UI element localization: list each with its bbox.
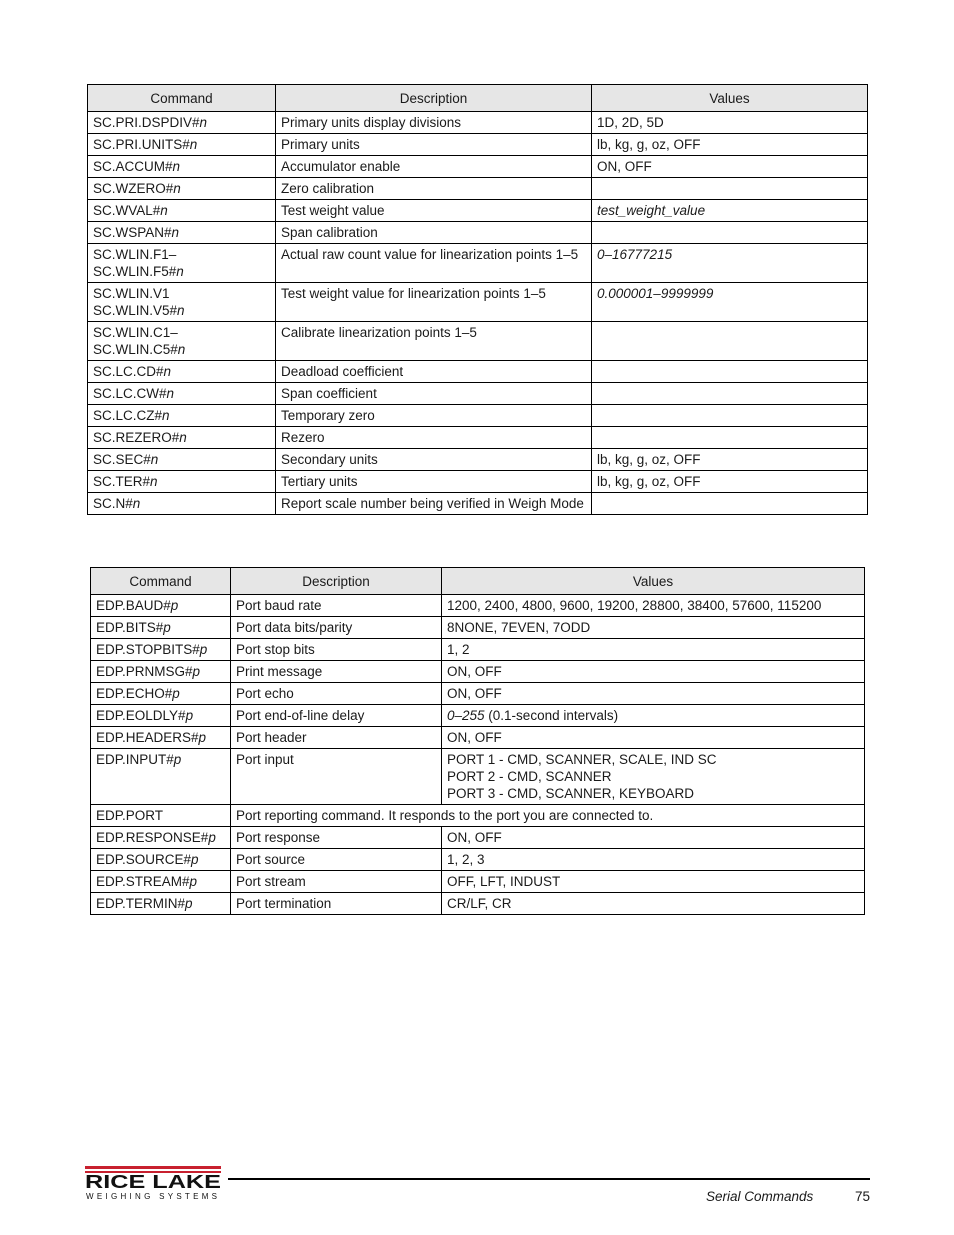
description-cell: Port end-of-line delay <box>231 705 442 727</box>
values-italic-part: 0–255 <box>447 708 485 723</box>
command-name: SC.PRI.UNITS# <box>93 137 190 152</box>
command-name: SC.LC.CW# <box>93 386 167 401</box>
description-cell: Print message <box>231 661 442 683</box>
logo-subtext: WEIGHING SYSTEMS <box>86 1192 219 1201</box>
command-name: SC.WVAL# <box>93 203 161 218</box>
values-cell <box>442 749 865 805</box>
values-cell: test_weight_value <box>592 200 868 222</box>
table-row <box>88 383 868 405</box>
command-suffix: n <box>172 159 181 174</box>
command-name: SC.REZERO# <box>93 430 180 445</box>
description-cell: Calibrate linearization points 1–5 <box>276 322 592 361</box>
values-cell: lb, kg, g, oz, OFF <box>592 471 868 493</box>
command-name: SC.WLIN.C5# <box>93 342 178 357</box>
command-suffix: n <box>171 225 180 240</box>
table-row <box>88 427 868 449</box>
values-cell <box>592 222 868 244</box>
description-cell: Accumulator enable <box>276 156 592 178</box>
command-cell <box>91 849 231 871</box>
command-suffix: n <box>177 303 185 318</box>
table-row <box>88 471 868 493</box>
values-cell: 0–16777215 <box>592 244 868 283</box>
command-name: EDP.HEADERS# <box>96 730 199 745</box>
description-cell: Report scale number being verified in Weigh Mode <box>276 493 592 515</box>
values-cell <box>442 727 865 749</box>
values-cell <box>442 639 865 661</box>
description-cell: Port baud rate <box>231 595 442 617</box>
column-header-command: Command <box>88 85 276 112</box>
command-suffix: n <box>160 203 168 218</box>
command-name: SC.WLIN.V5# <box>93 303 178 318</box>
values-cell: ON, OFF <box>592 156 868 178</box>
description-cell: Port header <box>231 727 442 749</box>
values-cell <box>442 683 865 705</box>
command-cell <box>88 493 276 515</box>
values-cell: lb, kg, g, oz, OFF <box>592 449 868 471</box>
command-suffix: p <box>170 598 179 613</box>
command-name: SC.WLIN.F5# <box>93 264 177 279</box>
values-cell <box>592 383 868 405</box>
command-name: EDP.BITS# <box>96 620 164 635</box>
command-name: EDP.TERMIN# <box>96 896 186 911</box>
table-row <box>88 200 868 222</box>
values-cell <box>442 893 865 915</box>
command-suffix: p <box>192 664 201 679</box>
command-cell <box>88 134 276 156</box>
table-row <box>88 449 868 471</box>
table-row <box>88 178 868 200</box>
port-commands-table <box>90 567 865 915</box>
table-row <box>88 244 868 283</box>
command-name: SC.ACCUM# <box>93 159 173 174</box>
description-cell: Secondary units <box>276 449 592 471</box>
column-header-command: Command <box>91 568 231 595</box>
description-cell: Port echo <box>231 683 442 705</box>
command-cell <box>91 661 231 683</box>
values-cell: 1D, 2D, 5D <box>592 112 868 134</box>
command-cell <box>91 639 231 661</box>
description-cell: Test weight value for linearization points 1–5 <box>276 283 592 322</box>
values-cell <box>442 827 865 849</box>
values-cell: 0.000001–9999999 <box>592 283 868 322</box>
values-text: (0.1-second intervals) <box>484 708 619 723</box>
table-header-row <box>88 85 868 112</box>
command-cell <box>91 827 231 849</box>
command-name: EDP.PRNMSG# <box>96 664 193 679</box>
table-row <box>91 595 865 617</box>
values-text: CR/LF, CR <box>447 896 512 911</box>
table-row <box>91 893 865 915</box>
command-cell <box>88 112 276 134</box>
command-name: EDP.PORT <box>96 808 164 823</box>
values-cell <box>592 427 868 449</box>
command-name: EDP.BAUD# <box>96 598 171 613</box>
command-suffix: n <box>177 342 186 357</box>
column-header-description: Description <box>231 568 442 595</box>
command-name: SC.PRI.DSPDIV# <box>93 115 200 130</box>
values-line: PORT 1 - CMD, SCANNER, SCALE, IND SC <box>447 752 717 767</box>
command-name: EDP.STREAM# <box>96 874 190 889</box>
command-name: SC.LC.CD# <box>93 364 164 379</box>
command-suffix: p <box>199 642 208 657</box>
command-suffix: p <box>185 708 194 723</box>
values-text: ON, OFF <box>447 664 502 679</box>
command-suffix: p <box>163 620 171 635</box>
description-cell: Port response <box>231 827 442 849</box>
command-suffix: n <box>150 474 158 489</box>
table-row <box>88 322 868 361</box>
command-cell <box>88 449 276 471</box>
description-cell: Rezero <box>276 427 592 449</box>
command-name: EDP.SOURCE# <box>96 852 192 867</box>
command-name: EDP.INPUT# <box>96 752 174 767</box>
table-row <box>91 805 865 827</box>
command-cell <box>88 383 276 405</box>
values-text: OFF, LFT, INDUST <box>447 874 561 889</box>
command-line-1: SC.WLIN.V1 <box>93 286 170 301</box>
column-header-values: Values <box>442 568 865 595</box>
values-cell <box>442 705 865 727</box>
logo-text: RICE LAKE <box>85 1172 221 1192</box>
description-cell: Primary units <box>276 134 592 156</box>
values-cell <box>592 493 868 515</box>
values-text: 8NONE, 7EVEN, 7ODD <box>447 620 591 635</box>
command-cell <box>91 705 231 727</box>
description-cell: Port data bits/parity <box>231 617 442 639</box>
command-cell <box>88 361 276 383</box>
command-cell <box>88 405 276 427</box>
values-cell <box>442 871 865 893</box>
command-suffix: n <box>199 115 208 130</box>
values-line: PORT 3 - CMD, SCANNER, KEYBOARD <box>447 786 695 801</box>
command-cell <box>91 595 231 617</box>
command-name: SC.WSPAN# <box>93 225 172 240</box>
description-cell: Port source <box>231 849 442 871</box>
scale-commands-table <box>87 84 868 515</box>
table-row <box>91 661 865 683</box>
table-row <box>91 683 865 705</box>
command-suffix: n <box>166 386 175 401</box>
values-line: PORT 2 - CMD, SCANNER <box>447 769 612 784</box>
table-row <box>91 705 865 727</box>
footer-section-title: Serial Commands <box>706 1189 814 1204</box>
values-text: ON, OFF <box>447 830 502 845</box>
command-cell <box>88 222 276 244</box>
table-row <box>88 156 868 178</box>
description-cell: Span calibration <box>276 222 592 244</box>
command-name: SC.WZERO# <box>93 181 174 196</box>
command-suffix: p <box>191 852 199 867</box>
command-line-1: SC.WLIN.C1– <box>93 325 178 340</box>
command-cell <box>88 200 276 222</box>
footer-page-number: 75 <box>855 1189 871 1204</box>
command-cell <box>91 683 231 705</box>
values-cell <box>592 322 868 361</box>
command-suffix: p <box>173 752 182 767</box>
command-cell <box>91 749 231 805</box>
table-row <box>88 361 868 383</box>
table-row <box>91 617 865 639</box>
command-cell <box>88 322 276 361</box>
command-cell <box>88 156 276 178</box>
column-header-values: Values <box>592 85 868 112</box>
values-cell: lb, kg, g, oz, OFF <box>592 134 868 156</box>
table-row <box>91 639 865 661</box>
table-header-row <box>91 568 865 595</box>
values-cell <box>442 661 865 683</box>
table-row <box>91 827 865 849</box>
table-row <box>91 727 865 749</box>
command-name: SC.N# <box>93 496 133 511</box>
values-text: ON, OFF <box>447 730 502 745</box>
table-row <box>88 405 868 427</box>
command-name: EDP.STOPBITS# <box>96 642 200 657</box>
command-suffix: p <box>208 830 216 845</box>
command-line-1: SC.WLIN.F1– <box>93 247 177 262</box>
description-cell: Port input <box>231 749 442 805</box>
values-text: 1200, 2400, 4800, 9600, 19200, 28800, 38400, 57600, 115200 <box>447 598 822 613</box>
values-text: 1, 2 <box>447 642 470 657</box>
description-cell: Tertiary units <box>276 471 592 493</box>
description-cell: Span coefficient <box>276 383 592 405</box>
command-name: EDP.RESPONSE# <box>96 830 209 845</box>
command-cell <box>91 893 231 915</box>
command-cell <box>88 178 276 200</box>
command-suffix: p <box>185 896 193 911</box>
values-cell <box>592 405 868 427</box>
command-name: EDP.EOLDLY# <box>96 708 186 723</box>
values-text: 1, 2, 3 <box>447 852 485 867</box>
table-row <box>91 849 865 871</box>
command-name: SC.TER# <box>93 474 151 489</box>
table-row <box>88 222 868 244</box>
command-cell <box>91 871 231 893</box>
command-cell <box>88 427 276 449</box>
description-cell: Deadload coefficient <box>276 361 592 383</box>
table-row <box>88 493 868 515</box>
table-row <box>88 283 868 322</box>
command-cell <box>91 727 231 749</box>
command-suffix: p <box>189 874 198 889</box>
command-name: SC.SEC# <box>93 452 151 467</box>
command-cell <box>88 244 276 283</box>
command-suffix: n <box>163 364 172 379</box>
footer-rule <box>228 1178 870 1180</box>
table-row <box>88 112 868 134</box>
table-row <box>88 134 868 156</box>
table-row <box>91 871 865 893</box>
description-cell: Zero calibration <box>276 178 592 200</box>
command-suffix: n <box>162 408 170 423</box>
command-name: EDP.ECHO# <box>96 686 173 701</box>
values-cell <box>442 849 865 871</box>
description-cell: Port stop bits <box>231 639 442 661</box>
command-suffix: n <box>179 430 187 445</box>
command-suffix: n <box>173 181 181 196</box>
rice-lake-logo <box>85 1166 223 1202</box>
command-suffix: p <box>172 686 180 701</box>
column-header-description: Description <box>276 85 592 112</box>
description-cell: Primary units display divisions <box>276 112 592 134</box>
description-cell: Port reporting command. It responds to the port you are connected to. <box>231 805 865 827</box>
values-cell <box>592 178 868 200</box>
values-cell <box>592 361 868 383</box>
command-suffix: n <box>176 264 184 279</box>
command-suffix: n <box>132 496 141 511</box>
command-name: SC.LC.CZ# <box>93 408 163 423</box>
values-cell <box>442 595 865 617</box>
description-cell: Port stream <box>231 871 442 893</box>
description-cell: Temporary zero <box>276 405 592 427</box>
table-row <box>91 749 865 805</box>
command-suffix: n <box>150 452 159 467</box>
command-cell <box>88 283 276 322</box>
command-cell <box>91 617 231 639</box>
description-cell: Actual raw count value for linearization points 1–5 <box>276 244 592 283</box>
command-suffix: n <box>189 137 198 152</box>
values-text: ON, OFF <box>447 686 502 701</box>
command-cell <box>88 471 276 493</box>
command-cell <box>91 805 231 827</box>
description-cell: Port termination <box>231 893 442 915</box>
values-cell <box>442 617 865 639</box>
command-suffix: p <box>198 730 207 745</box>
description-cell: Test weight value <box>276 200 592 222</box>
